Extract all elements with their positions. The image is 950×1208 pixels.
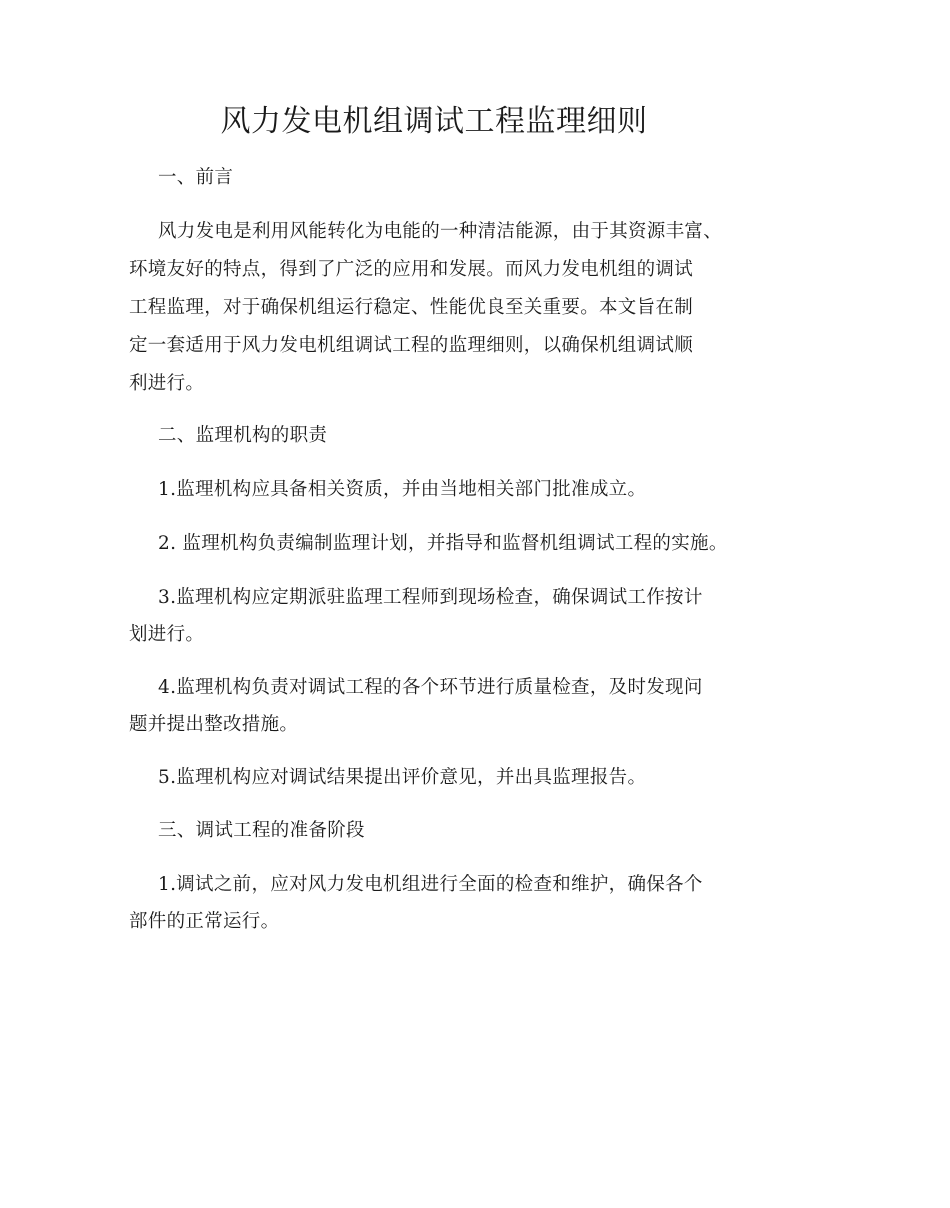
paragraph-line: 风力发电是利用风能转化为电能的一种清洁能源，由于其资源丰富、	[158, 221, 723, 242]
list-item: 2. 监理机构负责编制监理计划，并指导和监督机组调试工程的实施。	[158, 533, 728, 554]
paragraph-line: 定一套适用于风力发电机组调试工程的监理细则，以确保机组调试顺	[129, 335, 694, 356]
paragraph-line: 环境友好的特点，得到了广泛的应用和发展。而风力发电机组的调试	[129, 259, 694, 280]
list-item: 3.监理机构应定期派驻监理工程师到现场检查，确保调试工作按计	[158, 587, 703, 608]
list-item-continuation: 题并提出整改措施。	[129, 714, 299, 735]
list-item: 5.监理机构应对调试结果提出评价意见，并出具监理报告。	[158, 767, 647, 788]
section-heading-responsibilities: 二、监理机构的职责	[158, 425, 328, 446]
list-item: 1.监理机构应具备相关资质，并由当地相关部门批准成立。	[158, 479, 647, 500]
document-title: 风力发电机组调试工程监理细则	[220, 104, 648, 139]
paragraph-line: 利进行。	[129, 373, 205, 394]
list-item: 1.调试之前，应对风力发电机组进行全面的检查和维护，确保各个	[158, 874, 703, 895]
list-item: 4.监理机构负责对调试工程的各个环节进行质量检查，及时发现问	[158, 677, 703, 698]
section-heading-preparation: 三、调试工程的准备阶段	[158, 820, 365, 841]
section-heading-preface: 一、前言	[158, 167, 234, 188]
list-item-continuation: 部件的正常运行。	[129, 911, 280, 932]
paragraph-line: 工程监理，对于确保机组运行稳定、性能优良至关重要。本文旨在制	[129, 297, 694, 318]
list-item-continuation: 划进行。	[129, 624, 205, 645]
